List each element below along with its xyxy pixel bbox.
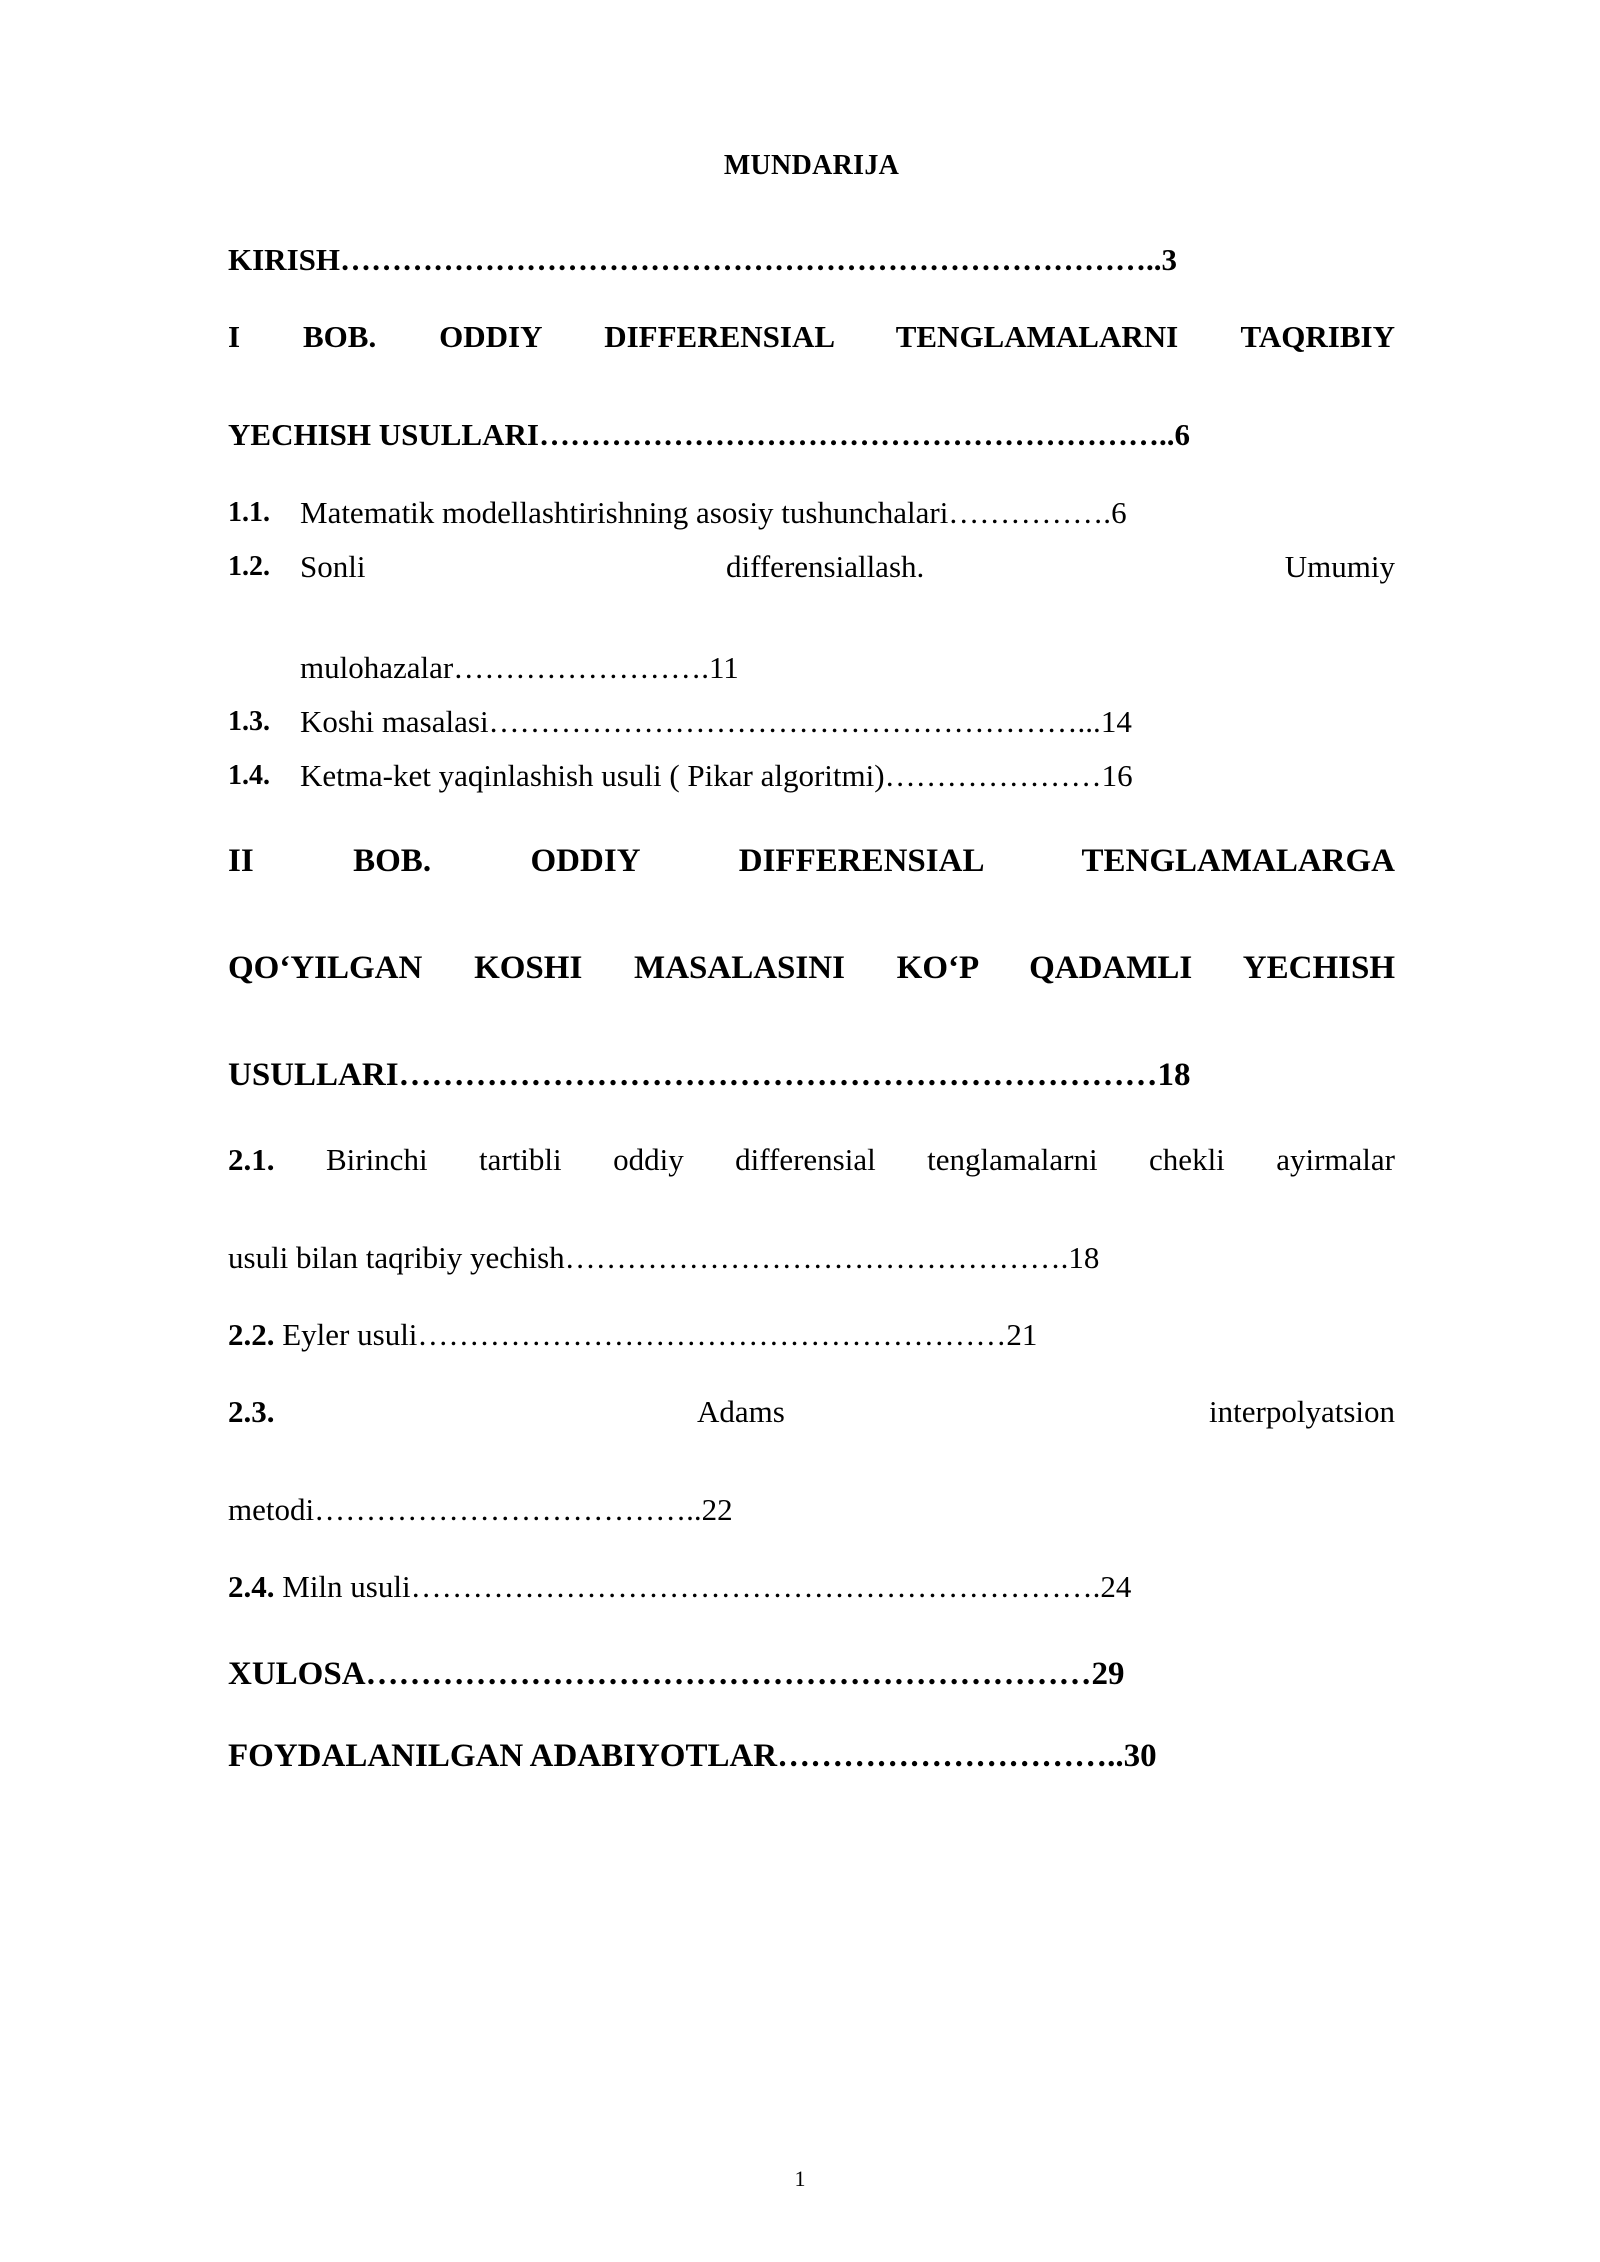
toc-entry-number: 2.3.: [228, 1394, 275, 1430]
toc-entry-text: Birinchi tartibli oddiy differensial tenglamalarni chekli ayirmalar: [325, 1142, 1395, 1178]
toc-entry-text: mulohazalar…………………….: [300, 649, 709, 685]
toc-entry-line-2: [228, 1234, 1395, 1283]
toc-entry-bob-2: [228, 835, 1395, 1102]
toc-entry-text: Koshi masalasi…………………………………………………...: [300, 703, 1101, 739]
page-footer-number: 1: [794, 2166, 806, 2191]
toc-entry-page: 22: [701, 1492, 733, 1528]
toc-entry-1-2: [228, 542, 1395, 693]
toc-entry-text: Ketma-ket yaqinlashish usuli ( Pikar algoritmi)…………………: [300, 757, 1102, 793]
toc-entry-page: 11: [708, 649, 739, 685]
toc-entry-line-1: I BOB. ODDIY DIFFERENSIAL TENGLAMALARNI TAQRIBIY: [228, 318, 1395, 354]
toc-entry-text: FOYDALANILGAN ADABIYOTLAR…………………………..: [228, 1738, 1124, 1775]
toc-entry-text: Matematik modellashtirishning asosiy tushunchalari…………….: [300, 494, 1112, 530]
toc-entry-line-1: II BOB. ODDIY DIFFERENSIAL TENGLAMALARGA: [228, 843, 1395, 880]
toc-entry-2-3: [228, 1388, 1395, 1535]
toc-entry-adabiyotlar: [228, 1730, 1395, 1782]
toc-entry-bob-1: [228, 313, 1395, 460]
toc-entry-line-1: [228, 1136, 1395, 1234]
toc-entry-body: [300, 488, 1395, 538]
toc-entry-page: 14: [1100, 703, 1132, 739]
toc-entry-text: USULLARI……………………………………………………………: [228, 1057, 1158, 1093]
toc-entry-text: KIRISH……………………………………………………………………..: [228, 242, 1162, 277]
toc-entry-xulosa: [228, 1648, 1395, 1700]
toc-entry-number: 2.2.: [228, 1317, 275, 1353]
toc-entry-text: Miln usuli………………………………………………………….: [282, 1569, 1101, 1605]
toc-entry-line-2: QO‘YILGAN KOSHI MASALASINI KO‘P QADAMLI YECHISH: [228, 950, 1395, 987]
toc-entry-page: 16: [1101, 757, 1133, 793]
toc-entry-number: 1.4.: [228, 759, 270, 791]
toc-group-chapter-1: [228, 488, 1395, 801]
toc-entry-number: 2.4.: [228, 1569, 275, 1605]
toc-entry-page: 6: [1111, 494, 1127, 530]
toc-entry-text: Adams interpolyatsion: [697, 1394, 1395, 1430]
toc-entry-line-3: [228, 1049, 1395, 1102]
toc-entry-number: 1.2.: [228, 551, 270, 583]
toc-entry-page: 6: [1174, 416, 1190, 452]
toc-entry-line-2: [228, 1486, 1395, 1535]
toc-entry-line-1: Sonli differensiallash. Umumiy: [300, 549, 1395, 585]
toc-entry-1-3: [228, 697, 1395, 747]
toc-entry-number: 1.3.: [228, 705, 270, 737]
toc-entry-text: XULOSA…………………………………………………………: [228, 1656, 1092, 1693]
toc-entry-1-1: [228, 488, 1395, 538]
toc-entry-1-4: [228, 751, 1395, 801]
toc-entry-number: 1.1.: [228, 496, 270, 528]
toc-entry-2-1: [228, 1136, 1395, 1283]
toc-entry-2-4: [228, 1563, 1395, 1612]
toc-entry-page: 18: [1068, 1240, 1100, 1276]
toc-entry-text: YECHISH USULLARI……………………………………………………..: [228, 416, 1175, 452]
page-title: MUNDARIJA: [723, 150, 900, 181]
toc-entry-line-1: [228, 1388, 1395, 1486]
toc-entry-page: 30: [1123, 1738, 1157, 1775]
toc-entry-text-cont: usuli bilan taqribiy yechish………………………………………….: [228, 1240, 1069, 1276]
toc-entry-line-2: [228, 411, 1395, 460]
toc-entry-body: [300, 751, 1395, 801]
toc-entry-page: 18: [1157, 1057, 1191, 1093]
toc-entry-kirish: [228, 236, 1395, 285]
toc-entry-line-2: [300, 643, 1395, 693]
toc-entry-number: 2.1.: [228, 1142, 275, 1178]
toc-entry-text-cont: metodi………………………………..: [228, 1492, 702, 1528]
toc-entry-2-2: [228, 1311, 1395, 1360]
toc-entry-body: [300, 697, 1395, 747]
toc-entry-page: 21: [1006, 1317, 1038, 1353]
toc-entry-body: [300, 542, 1395, 693]
toc-entry-page: 24: [1100, 1569, 1132, 1605]
toc-entry-text: Eyler usuli…………………………………………………: [282, 1317, 1007, 1353]
toc-entry-page: 3: [1161, 242, 1177, 277]
toc-entry-page: 29: [1091, 1656, 1125, 1693]
